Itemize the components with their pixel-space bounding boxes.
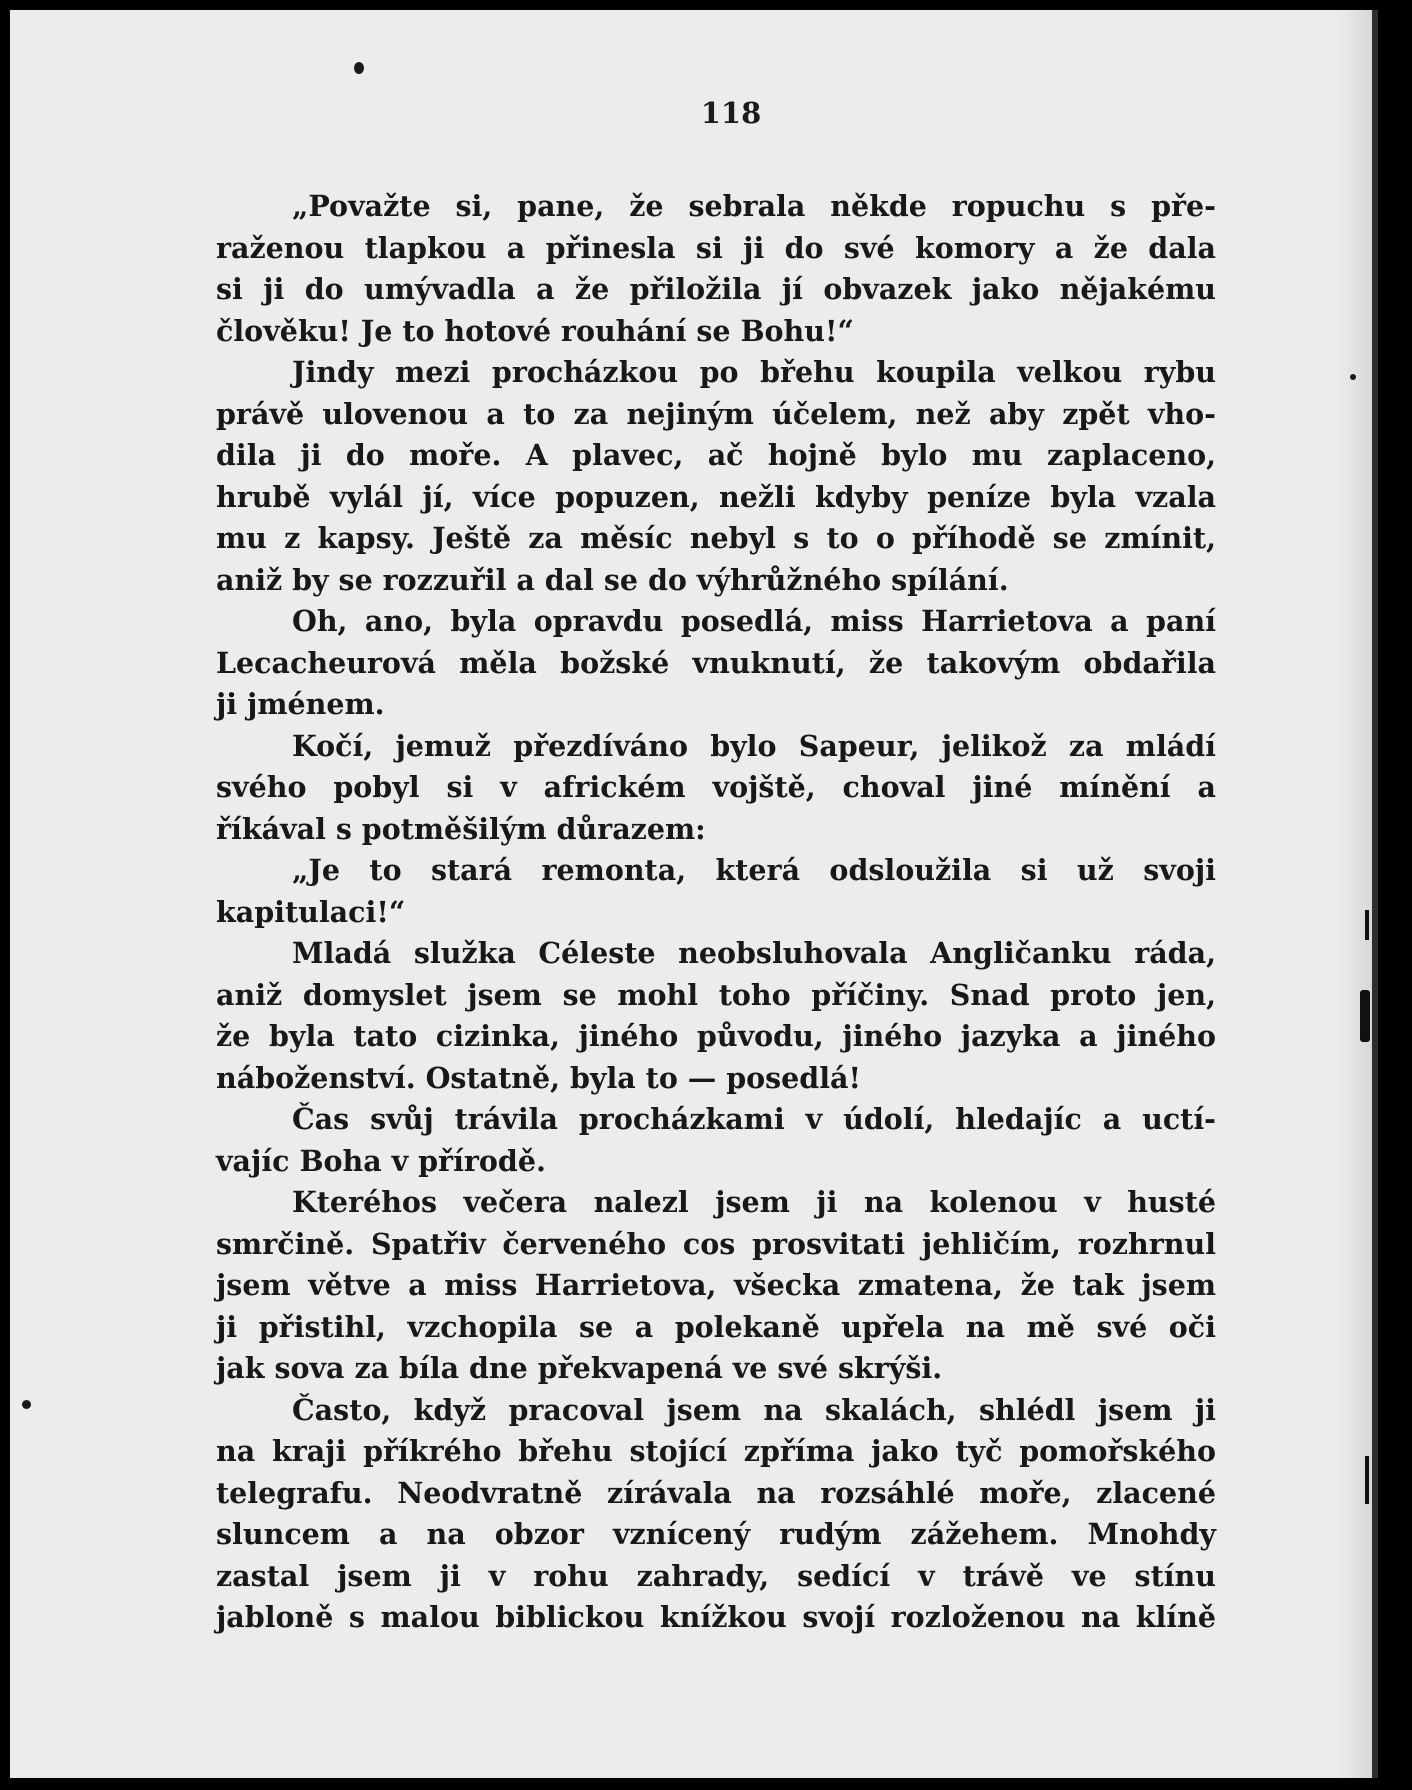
text-line: jsem větve a miss Harrietova, všecka zmatena, že tak jsem (216, 1268, 1216, 1302)
text-line: svého pobyl si v africkém vojště, choval jiné mínění a (216, 770, 1216, 804)
text-line: Kteréhos večera nalezl jsem ji na kolenou v husté (292, 1185, 1216, 1219)
text-line: právě ulovenou a to za nejiným účelem, než aby zpět vho- (216, 396, 1216, 431)
text-line: telegrafu. Neodvratně zírávala na rozsáhlé moře, zlacené (216, 1475, 1216, 1510)
text-line: mu z kapsy. Ještě za měsíc nebyl s to o příhodě se zmínit, (216, 521, 1216, 555)
text-line: Oh, ano, byla opravdu posedlá, miss Harrietova a paní (292, 604, 1216, 638)
text-line: hrubě vylál jí, více popuzen, nežli kdyby peníze byla vzala (216, 479, 1216, 514)
text-line: „Je to stará remonta, která odsloužila si už svoji (292, 853, 1216, 887)
text-line: Často, když pracoval jsem na skalách, shlédl jsem ji (292, 1392, 1216, 1427)
page-number: 118 (700, 96, 762, 130)
text-line: ji přistihl, vzchopila se a polekaně upřela na mě své oči (216, 1309, 1216, 1344)
scan-speck (354, 62, 364, 74)
text-line: si ji do umývadla a že přiložila jí obvazek jako nějakému (216, 272, 1216, 306)
scan-speck (1350, 374, 1356, 380)
text-line: sluncem a na obzor vznícený rudým zážehem. Mnohdy (216, 1517, 1216, 1551)
text-line: člověku! Je to hotové rouhání se Bohu!“ (216, 313, 854, 348)
text-line: dila ji do moře. A plavec, ač hojně bylo mu zaplaceno, (216, 438, 1216, 472)
text-line: říkával s potměšilým důrazem: (216, 811, 706, 846)
text-line: vajíc Boha v přírodě. (216, 1143, 546, 1178)
body-text (216, 186, 1216, 1639)
text-line: smrčině. Spatřiv červeného cos prosvitati jehličím, rozhrnul (216, 1226, 1216, 1261)
scan-speck (22, 1400, 31, 1409)
book-page (10, 10, 1378, 1778)
text-line: jabloně s malou biblickou knížkou svojí rozloženou na klíně (216, 1600, 1216, 1634)
text-line: jak sova za bíla dne překvapená ve své skrýši. (216, 1351, 943, 1385)
text-line: aniž by se rozzuřil a dal se do výhrůžného spílání. (216, 562, 1009, 597)
text-line: raženou tlapkou a přinesla si ji do své komory a že dala (216, 230, 1216, 265)
scan-edge-mark (1360, 990, 1370, 1042)
scan-edge-mark (1365, 910, 1369, 940)
text-line: náboženství. Ostatně, byla to — posedlá! (216, 1060, 862, 1095)
text-line: Jindy mezi procházkou po břehu koupila velkou rybu (292, 355, 1216, 389)
text-line: aniž domyslet jsem se mohl toho příčiny. Snad proto jen, (216, 977, 1216, 1012)
text-line: Lecacheurová měla božské vnuknutí, že takovým obdařila (216, 645, 1216, 680)
scan-edge-mark (1372, 10, 1378, 1778)
text-line: Čas svůj trávila procházkami v údolí, hledajíc a uctí- (292, 1102, 1216, 1136)
text-line: ji jménem. (216, 687, 385, 721)
text-line: Kočí, jemuž přezdíváno bylo Sapeur, jelikož za mládí (292, 728, 1216, 763)
scan-edge-mark (1365, 1456, 1369, 1504)
text-line: že byla tato cizinka, jiného původu, jiného jazyka a jiného (216, 1019, 1216, 1053)
text-line: „Považte si, pane, že sebrala někde ropuchu s pře- (292, 189, 1216, 223)
text-line: zastal jsem ji v rohu zahrady, sedící v trávě ve stínu (216, 1558, 1216, 1593)
text-line: Mladá služka Céleste neobsluhovala Angličanku ráda, (292, 936, 1216, 970)
text-line: na kraji příkrého břehu stojící zpříma jako tyč pomořského (216, 1434, 1216, 1468)
text-line: kapitulaci!“ (216, 894, 406, 929)
